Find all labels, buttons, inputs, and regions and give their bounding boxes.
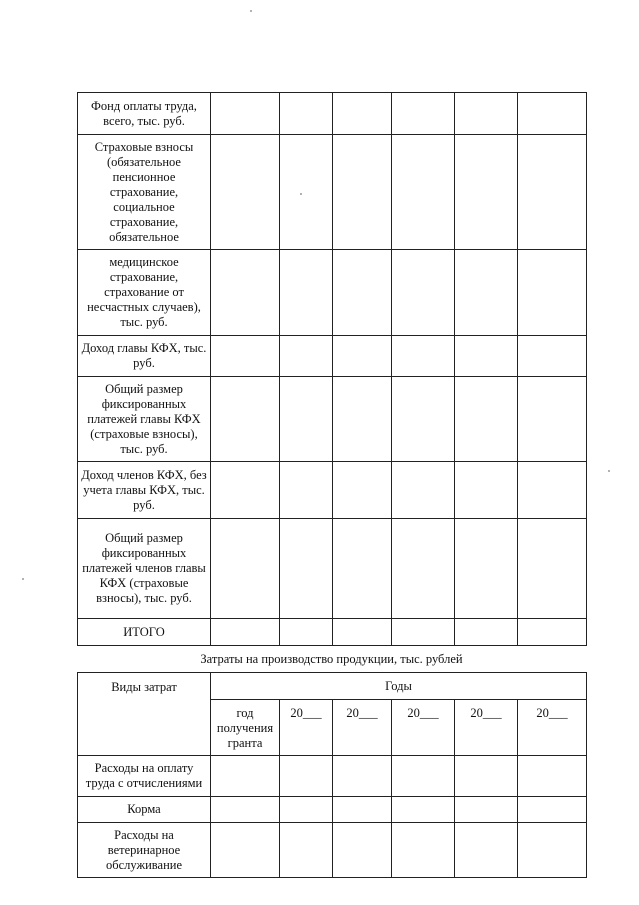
empty-cell bbox=[392, 756, 455, 797]
production-costs-table bbox=[77, 672, 587, 878]
empty-cell bbox=[333, 756, 392, 797]
empty-cell bbox=[455, 250, 518, 336]
row-label: Расходы на оплату труда с отчислениями bbox=[78, 756, 211, 797]
empty-cell bbox=[392, 336, 455, 377]
empty-cell bbox=[518, 377, 587, 462]
empty-cell bbox=[280, 462, 333, 519]
empty-cell bbox=[333, 377, 392, 462]
empty-cell bbox=[280, 823, 333, 878]
empty-cell bbox=[333, 135, 392, 250]
empty-cell bbox=[280, 756, 333, 797]
table-row bbox=[78, 797, 587, 823]
costs-table-caption: Затраты на производство продукции, тыс. рублей bbox=[200, 652, 463, 666]
scan-speck bbox=[300, 193, 302, 195]
empty-cell bbox=[518, 93, 587, 135]
empty-cell bbox=[455, 797, 518, 823]
empty-cell bbox=[280, 619, 333, 646]
empty-cell bbox=[392, 135, 455, 250]
empty-cell bbox=[518, 462, 587, 519]
empty-cell bbox=[211, 336, 280, 377]
empty-cell bbox=[518, 250, 587, 336]
empty-cell bbox=[211, 619, 280, 646]
empty-cell bbox=[392, 619, 455, 646]
empty-cell bbox=[211, 135, 280, 250]
empty-cell bbox=[455, 462, 518, 519]
empty-cell bbox=[333, 93, 392, 135]
empty-cell bbox=[455, 336, 518, 377]
table-row bbox=[78, 336, 587, 377]
empty-cell bbox=[280, 250, 333, 336]
empty-cell bbox=[333, 462, 392, 519]
row-label: Фонд оплаты труда, всего, тыс. руб. bbox=[78, 93, 211, 135]
empty-cell bbox=[518, 336, 587, 377]
years-header: Годы bbox=[211, 673, 587, 700]
empty-cell bbox=[211, 519, 280, 619]
empty-cell bbox=[455, 619, 518, 646]
table-row bbox=[78, 93, 587, 135]
row-label: Общий размер фиксированных платежей главы КФХ (страховые взносы), тыс. руб. bbox=[78, 377, 211, 462]
empty-cell bbox=[333, 519, 392, 619]
empty-cell bbox=[392, 797, 455, 823]
empty-cell bbox=[392, 519, 455, 619]
total-label: ИТОГО bbox=[78, 619, 211, 646]
row-label: медицинское страхование, страхование от несчастных случаев), тыс. руб. bbox=[78, 250, 211, 336]
empty-cell bbox=[518, 619, 587, 646]
empty-cell bbox=[333, 823, 392, 878]
table-row bbox=[78, 250, 587, 336]
empty-cell bbox=[392, 462, 455, 519]
empty-cell bbox=[518, 135, 587, 250]
empty-cell bbox=[211, 823, 280, 878]
empty-cell bbox=[392, 93, 455, 135]
empty-cell bbox=[455, 93, 518, 135]
empty-cell bbox=[455, 135, 518, 250]
cost-types-header: Виды затрат bbox=[78, 673, 211, 756]
empty-cell bbox=[280, 377, 333, 462]
table-row bbox=[78, 135, 587, 250]
empty-cell bbox=[455, 823, 518, 878]
year-column-header: 20___ bbox=[455, 700, 518, 756]
empty-cell bbox=[333, 619, 392, 646]
row-label: Корма bbox=[78, 797, 211, 823]
scan-speck bbox=[22, 578, 24, 580]
empty-cell bbox=[518, 519, 587, 619]
empty-cell bbox=[211, 250, 280, 336]
table-row bbox=[78, 519, 587, 619]
empty-cell bbox=[211, 797, 280, 823]
empty-cell bbox=[280, 336, 333, 377]
empty-cell bbox=[392, 377, 455, 462]
empty-cell bbox=[280, 797, 333, 823]
table-row bbox=[78, 462, 587, 519]
empty-cell bbox=[518, 823, 587, 878]
empty-cell bbox=[280, 519, 333, 619]
empty-cell bbox=[211, 377, 280, 462]
scan-speck bbox=[608, 470, 610, 472]
empty-cell bbox=[211, 756, 280, 797]
empty-cell bbox=[518, 756, 587, 797]
empty-cell bbox=[455, 519, 518, 619]
year-column-header: 20___ bbox=[280, 700, 333, 756]
table-row bbox=[78, 377, 587, 462]
empty-cell bbox=[455, 377, 518, 462]
empty-cell bbox=[333, 797, 392, 823]
scan-speck bbox=[250, 10, 252, 12]
empty-cell bbox=[211, 93, 280, 135]
empty-cell bbox=[518, 797, 587, 823]
empty-cell bbox=[280, 135, 333, 250]
empty-cell bbox=[211, 462, 280, 519]
empty-cell bbox=[333, 250, 392, 336]
year-column-header: 20___ bbox=[333, 700, 392, 756]
table-row bbox=[78, 756, 587, 797]
table-row bbox=[78, 823, 587, 878]
empty-cell bbox=[280, 93, 333, 135]
year-column-header: 20___ bbox=[392, 700, 455, 756]
row-label: Доход членов КФХ, без учета главы КФХ, тыс. руб. bbox=[78, 462, 211, 519]
salary-fund-table bbox=[77, 92, 587, 646]
empty-cell bbox=[392, 250, 455, 336]
empty-cell bbox=[333, 336, 392, 377]
year-column-header: 20___ bbox=[518, 700, 587, 756]
table-row bbox=[78, 619, 587, 646]
empty-cell bbox=[392, 823, 455, 878]
row-label: Общий размер фиксированных платежей членов главы КФХ (страховые взносы), тыс. руб. bbox=[78, 519, 211, 619]
row-label: Расходы на ветеринарное обслуживание bbox=[78, 823, 211, 878]
year-grant-column-header: год получения гранта bbox=[211, 700, 280, 756]
row-label: Доход главы КФХ, тыс. руб. bbox=[78, 336, 211, 377]
empty-cell bbox=[455, 756, 518, 797]
row-label: Страховые взносы (обязательное пенсионное страхование, социальное страхование, обязательное bbox=[78, 135, 211, 250]
header-row bbox=[78, 673, 587, 700]
